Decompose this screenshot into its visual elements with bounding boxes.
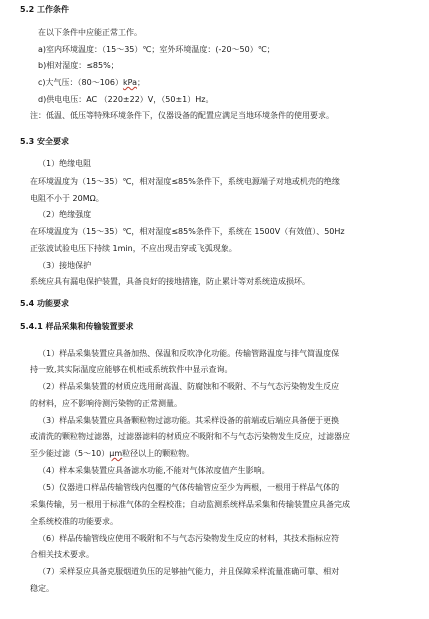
s541-item7-line2: 稳定。 bbox=[30, 584, 54, 593]
s52-item-c-text: c)大气压：（80～106） bbox=[38, 78, 123, 87]
s541-item2-line2: 的材料，应不影响待测污染物的正常测量。 bbox=[30, 399, 182, 408]
s52-item-b: b)相对湿度：≤85%； bbox=[38, 61, 119, 70]
s52-intro: 在以下条件中应能正常工作。 bbox=[38, 28, 142, 37]
s541-item5-line2: 采集传输，另一根用于标准气体的全程校准；自动监测系统样品采集和传输装置应具备完成 bbox=[30, 500, 350, 509]
s53-p2-line1: 在环境温度为（15～35）℃，相对湿度≤85%条件下，系统在 1500V（有效值）、50Hz bbox=[30, 227, 345, 236]
s541-item6-line2: 合相关技术要求。 bbox=[30, 550, 94, 559]
s53-p1-title: （1）绝缘电阻 bbox=[38, 159, 92, 168]
s53-p1-line1: 在环境温度为（15～35）℃，相对湿度≤85%条件下，系统电源端子对地或机壳的绝缘 bbox=[30, 177, 340, 186]
section-5-3-title: 5.3 安全要求 bbox=[20, 137, 69, 146]
s541-item6-line1: （6）样品传输管线应使用不吸附和不与气态污染物发生反应的材料，其技术指标应符 bbox=[38, 534, 340, 543]
s52-item-a: a)室内环境温度：（15～35）℃；室外环境温度：(-20～50）℃； bbox=[38, 45, 275, 54]
section-5-4-title: 5.4 功能要求 bbox=[20, 299, 69, 308]
s53-p3-title: （3）接地保护 bbox=[38, 261, 92, 270]
s53-p1-line2: 电阻不小于 20MΩ。 bbox=[30, 194, 104, 203]
s52-item-d: d)供电电压：AC （220±22）V，（50±1）Hz。 bbox=[38, 95, 214, 104]
s52-note: 注：低温、低压等特殊环境条件下，仪器设备的配置应满足当地环境条件的使用要求。 bbox=[30, 111, 334, 120]
s52-item-c-end: ； bbox=[136, 78, 145, 87]
s541-item4-line1: （4）样本采集装置应具备滤水功能,不能对气体浓度值产生影响。 bbox=[38, 466, 270, 475]
s541-item3-line3-unit: μm bbox=[109, 449, 123, 458]
s541-item3-line3-text: 至少能过滤（5～10） bbox=[30, 449, 110, 458]
s541-item7-line1: （7）采样泵应具备克服烟道负压的足够抽气能力，并且保障采样流量准确可靠、相对 bbox=[38, 567, 340, 576]
s541-item3-line3-end: 粒径以上的颗粒物。 bbox=[122, 449, 195, 458]
section-5-4-1-title: 5.4.1 样品采集和传输装置要求 bbox=[20, 322, 134, 331]
s541-item2-line1: （2）样品采集装置的材质应选用耐高温、防腐蚀和不吸附、不与气态污染物发生反应 bbox=[38, 382, 340, 391]
s53-p2-line2: 正弦波试验电压下持续 1min，不应出现击穿或飞弧现象。 bbox=[30, 244, 237, 253]
s541-item1-line2: 持一致,其实际温度应能够在机柜或系统软件中显示查询。 bbox=[30, 365, 233, 374]
s541-item3-line3 bbox=[30, 448, 194, 459]
section-5-2-title: 5.2 工作条件 bbox=[20, 5, 69, 14]
s541-item3-line1: （3）样品采集装置应具备颗粒物过滤功能。其采样设备的前端或后端应具备便于更换 bbox=[38, 416, 340, 425]
s53-p2-title: （2）绝缘强度 bbox=[38, 210, 92, 219]
s53-p3-line1: 系统应具有漏电保护装置，具备良好的接地措施，防止累计等对系统造成损坏。 bbox=[30, 277, 310, 286]
s541-item5-line3: 全系统校准的功能要求。 bbox=[30, 517, 118, 526]
s541-item1-line1: （1）样品采集装置应具备加热、保温和反吹净化功能。传输管路温度与排气简温度保 bbox=[38, 349, 340, 358]
s541-item5-line1: （5）仪器进口样品传输管线内包覆的气体传输管应至少为两根，一根用于样品气体的 bbox=[38, 483, 340, 492]
s52-item-c bbox=[38, 77, 145, 88]
s541-item3-line2: 或清洗的颗粒物过滤器，过滤器滤料的材质应不吸附和不与气态污染物发生反应，过滤器应 bbox=[30, 432, 350, 441]
s52-item-c-unit: kPa bbox=[122, 78, 137, 87]
